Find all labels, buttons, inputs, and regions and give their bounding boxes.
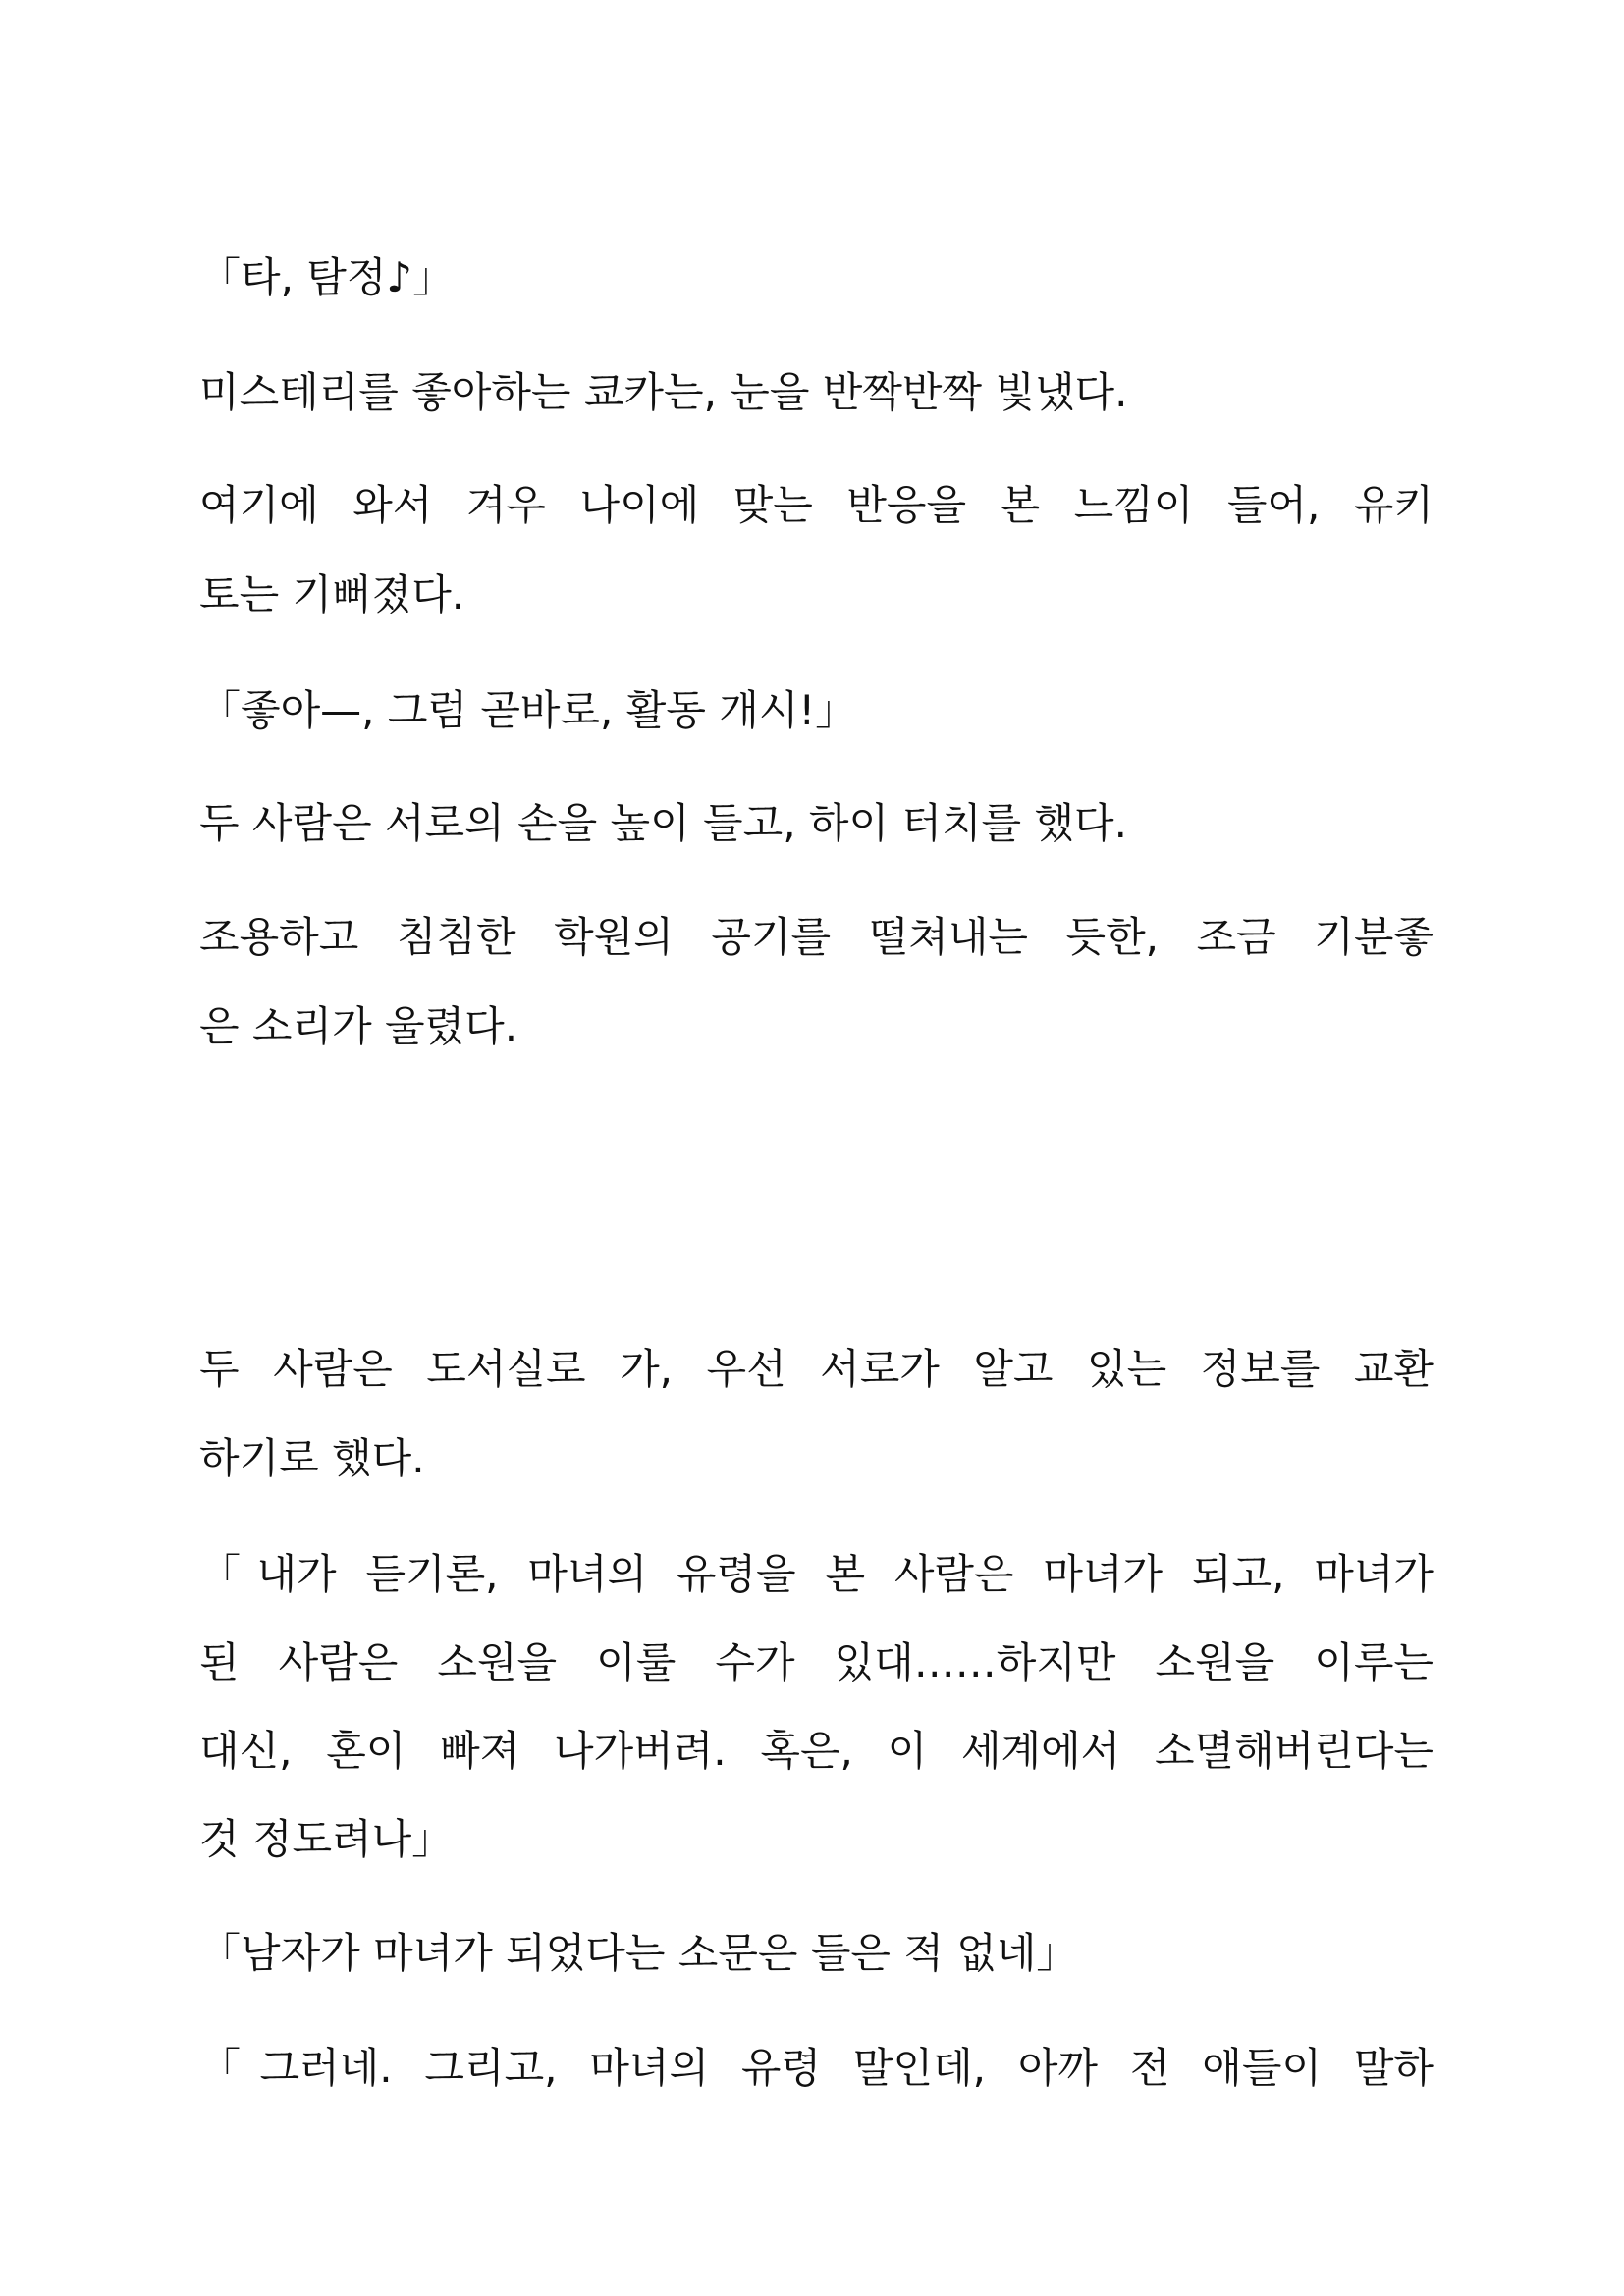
paragraph-line: 두 사람은 도서실로 가, 우선 서로가 알고 있는 정보를 교환 (199, 1345, 1434, 1393)
paragraph-line: 「타, 탐정♪」 (199, 253, 455, 301)
paragraph-line: 여기에 와서 겨우 나이에 맞는 반응을 본 느낌이 들어, 유키 (199, 481, 1434, 529)
paragraph-line: 「좋아—, 그럼 곧바로, 활동 개시!」 (199, 686, 857, 734)
paragraph-line: 토는 기뻐졌다. (199, 570, 465, 618)
paragraph-line: 된 사람은 소원을 이룰 수가 있대……하지만 소원을 이루는 (199, 1638, 1434, 1686)
paragraph-line: 두 사람은 서로의 손을 높이 들고, 하이 터치를 했다. (199, 799, 1127, 847)
paragraph-line: 대신, 혼이 빠져 나가버려. 혹은, 이 세계에서 소멸해버린다는 (199, 1727, 1434, 1775)
paragraph-line: 은 소리가 울렸다. (199, 1002, 518, 1050)
paragraph-line: 미스테리를 좋아하는 쿄카는, 눈을 반짝반짝 빛냈다. (199, 368, 1128, 416)
paragraph-line: 하기로 했다. (199, 1434, 425, 1482)
paragraph-line: 「내가 듣기론, 마녀의 유령을 본 사람은 마녀가 되고, 마녀가 (199, 1550, 1434, 1598)
paragraph-line: 「남자가 마녀가 되었다는 소문은 들은 적 없네」 (199, 1929, 1078, 1977)
paragraph-line: 「그러네. 그리고, 마녀의 유령 말인데, 아까 전 애들이 말하 (199, 2044, 1434, 2092)
paragraph-line: 것 정도려나」 (199, 1815, 454, 1863)
paragraph-line: 조용하고 침침한 학원의 공기를 떨쳐내는 듯한, 조금 기분좋 (199, 913, 1434, 961)
